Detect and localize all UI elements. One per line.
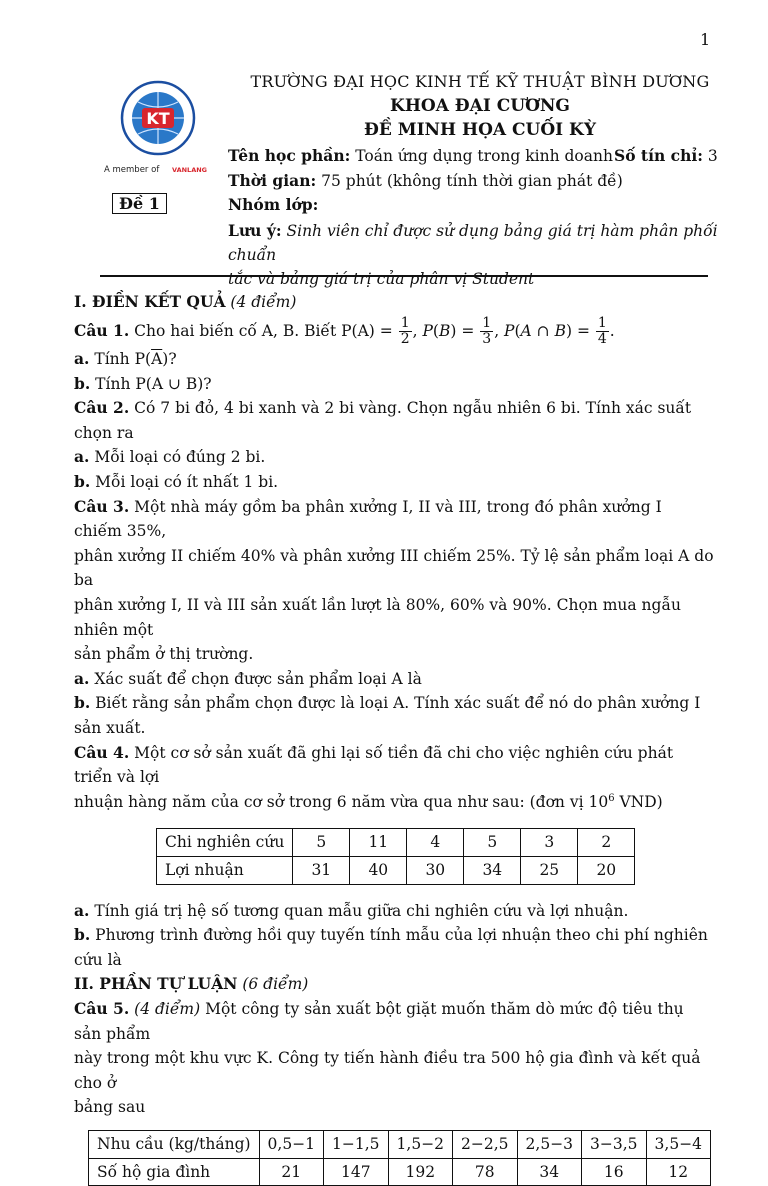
q5-text: Câu 5. (4 điểm) Một công ty sản xuất bột giặt muốn thăm dò mức độ tiêu thụ sản phẩm này trong một khu vực K. Công ty tiến hành điều tra 500 hộ gia đình và kết quả cho ở bảng sau	[74, 998, 701, 1117]
table-row: Chi nghiên cứu 5 11 4 5 3 2	[157, 829, 635, 857]
university-name: TRƯỜNG ĐẠI HỌC KINH TẾ KỸ THUẬT BÌNH DƯƠNG	[250, 72, 710, 91]
faculty-name: KHOA ĐẠI CƯƠNG	[390, 96, 570, 116]
q3-a: a. Xác suất để chọn được sản phẩm loại A là	[74, 668, 422, 688]
q1-b: b. Tính P(A ∪ B)?	[74, 373, 212, 393]
q2-b: b. Mỗi loại có ít nhất 1 bi.	[74, 472, 279, 492]
table-row: Nhu cầu (kg/tháng) 0,5−1 1−1,5 1,5−2 2−2,5 2,5−3 3−3,5 3,5−4	[89, 1130, 711, 1158]
q2-a: a. Mỗi loại có đúng 2 bi.	[74, 447, 266, 467]
q1-text: Câu 1. Cho hai biến cố A, B. Biết P(A) = $\frac{1}{2}$ , P(B) = $\frac{1}{3}$ , P(A ∩ B) = $\frac{1}{4}$ .	[74, 315, 615, 348]
page-number: 1	[700, 30, 711, 49]
logo-brand-text: VANLANG	[172, 166, 208, 174]
q2-text: Câu 2. Có 7 bi đỏ, 4 bi xanh và 2 bi vàng. Chọn ngẫu nhiên 6 bi. Tính xác suất chọn ra	[74, 398, 692, 442]
note-block: Lưu ý: Sinh viên chỉ được sử dụng bảng giá trị hàm phân phối chuẩn tắc và bảng giá trị của phân vị Student	[228, 221, 718, 288]
exam-body	[74, 290, 714, 1186]
exam-title: ĐỀ MINH HỌA CUỐI KỲ	[364, 120, 596, 140]
section1-title: I. ĐIỀN KẾT QUẢ (4 điểm)	[74, 292, 297, 311]
q4-table	[156, 828, 635, 884]
q3-b: b. Biết rằng sản phẩm chọn được là loại A. Tính xác suất để nó do phân xưởng I sản xuất.	[74, 693, 701, 737]
group-line: Nhóm lớp:	[228, 195, 319, 214]
time-line: Thời gian: 75 phút (không tính thời gian phát đề)	[228, 171, 623, 190]
exam-code-box: Đề 1	[112, 193, 167, 214]
section2-title: II. PHẦN TỰ LUẬN (6 điểm)	[74, 974, 309, 994]
q4-a: a. Tính giá trị hệ số tương quan mẫu giữa chi nghiên cứu và lợi nhuận.	[74, 900, 629, 920]
table-row: Lợi nhuận 31 40 30 34 25 20	[157, 856, 635, 884]
q5-table	[88, 1130, 711, 1186]
q3-text: Câu 3. Một nhà máy gồm ba phân xưởng I, II và III, trong đó phân xưởng I chiếm 35%, phân xưởng II chiếm 40% và phân xưởng III chiếm 25%. Tỷ lệ sản phẩm loại A do ba phân xưởng I, II và III sản xuất lần lượt là 80%, 60% và 90%. Chọn mua ngẫu nhiên một sản phẩm ở thị trường.	[74, 496, 714, 664]
course-line: Tên học phần: Toán ứng dụng trong kinh doanh	[228, 146, 613, 165]
logo-member-text: A member of	[104, 165, 160, 175]
table-row: Số hộ gia đình 21 147 192 78 34 16 12	[89, 1158, 711, 1186]
header-divider	[100, 275, 708, 277]
q4-text: Câu 4. Một cơ sở sản xuất đã ghi lại số tiền đã chi cho việc nghiên cứu phát triển và lợi nhuận hàng năm của cơ sở trong 6 năm vừa qua như sau: (đơn vị $10^6$ VND)	[74, 742, 674, 811]
q4-b: b. Phương trình đường hồi quy tuyến tính mẫu của lợi nhuận theo chi phí nghiên cứu là	[74, 925, 708, 969]
credits-line: Số tín chỉ: 3	[614, 146, 718, 165]
q1-a: a. Tính $P(\overline{A})$?	[74, 349, 177, 369]
logo-text: KT	[146, 109, 170, 128]
